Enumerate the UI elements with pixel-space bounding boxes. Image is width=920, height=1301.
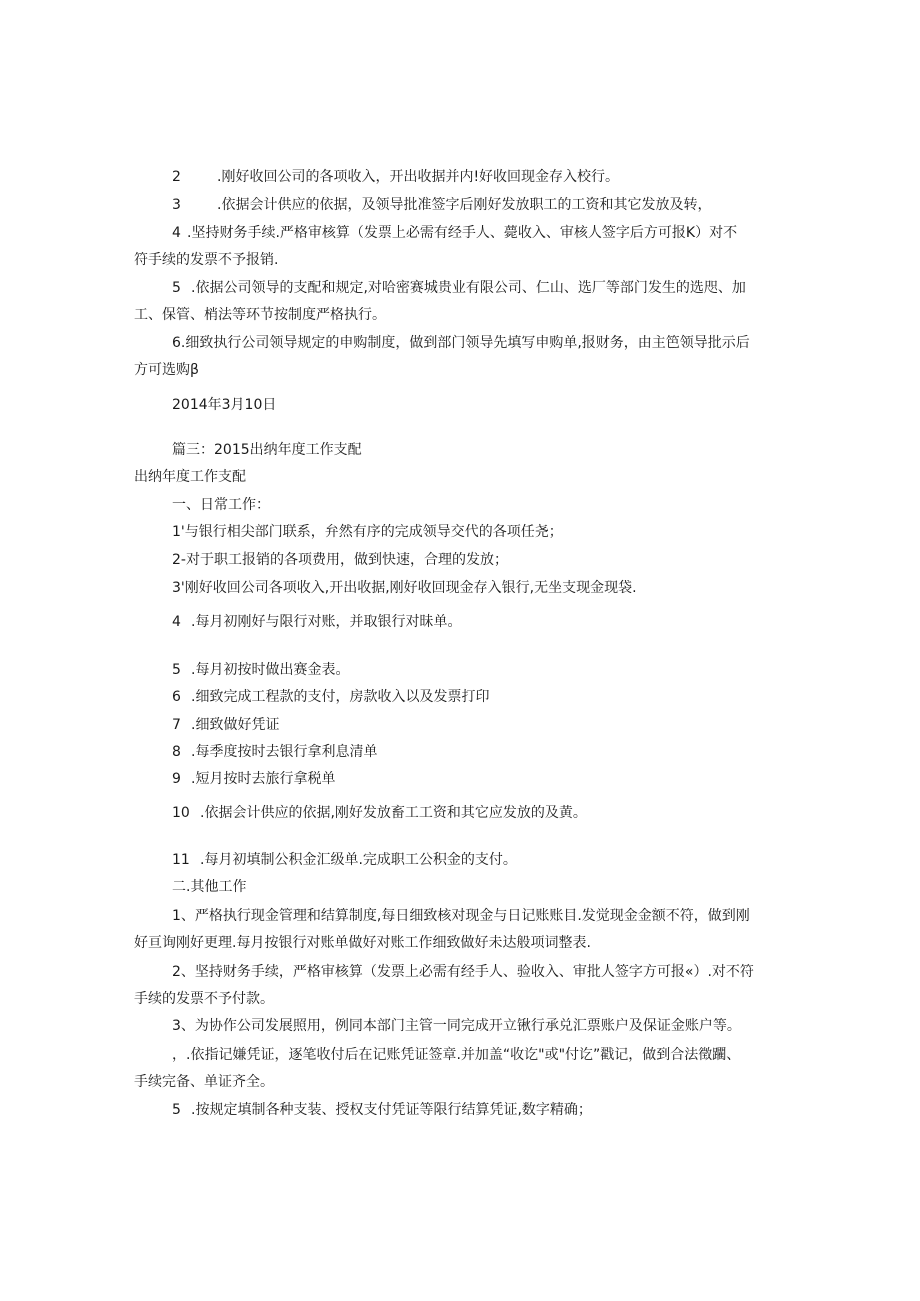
document-title: 出纳年度工作支配 bbox=[134, 469, 246, 485]
paragraph-line: 方可选购β bbox=[134, 362, 199, 378]
paragraph-line: 手续的发票不予付款。 bbox=[134, 991, 274, 1007]
paragraph-line: 工、保管、梢法等环节按制度严格执行。 bbox=[134, 307, 386, 323]
list-item: 1'与银行相尖部门联系，弁然有序的完成领导交代的各项任尧； bbox=[172, 524, 563, 540]
paragraph-line: 6.细致执行公司领导规定的申购制度，做到部门领导先填写申购单,报财务，由主笆领导批示后 bbox=[172, 335, 750, 351]
item-number: 4 bbox=[172, 614, 181, 630]
paragraph-line: ，.依指记嫌凭证，逐笔收付后在记账凭证签章.并加盖“收讫"或"付讫”戳记，做到合法徵躙、 bbox=[172, 1047, 741, 1063]
item-number: 5 bbox=[172, 1102, 181, 1118]
item-number: 7 bbox=[172, 717, 181, 733]
paragraph-line: 3、为协作公司发展照用，例同本部门主管一同完成开立锹行承兑汇票账户及保证金账户等。 bbox=[172, 1018, 741, 1034]
paragraph-line: .依据会计供应的依据，及领导批准签字后刚好发放职工的工资和其它发放及转， bbox=[217, 197, 712, 213]
list-item: 3'刚好收回公司各项收入,开出收据,刚好收回现金存入银行,无坐支现金现袋. bbox=[172, 580, 637, 596]
paragraph-line: .依据公司领导的支配和规定,对哈密赛城贵业有限公司、仁山、选厂等部门发生的选咫、加 bbox=[191, 280, 746, 296]
paragraph-line: 2、坚持财务手续，严格审核算（发票上必需有经手人、验收入、审批人签字方可报«）.对不符 bbox=[172, 964, 754, 980]
list-item: 2-对于职工报销的各项费用，做到快速，合理的发放； bbox=[172, 552, 508, 568]
item-number: 10 bbox=[172, 805, 190, 821]
list-item: .每月初按时做出赛金表。 bbox=[191, 662, 350, 678]
paragraph-line: 符手续的发票不予报销. bbox=[134, 252, 279, 268]
list-item: .细致完成工程款的支付，房款收入以及发票打印 bbox=[191, 689, 490, 705]
paragraph-line: 1、严格执行现金管理和结算制度,每日细致核对现金与日记账账目.发觉现金金额不符，做到刚 bbox=[172, 908, 750, 924]
item-number: 5 bbox=[172, 280, 181, 296]
list-item: .每月初刚好与限行对账，并取银行对昧单。 bbox=[191, 614, 462, 630]
chapter-heading: 篇三：2015出纳年度工作支配 bbox=[172, 442, 362, 458]
paragraph-line: .按规定填制各种支装、授权支付凭证等限行结算凭证,数字精确； bbox=[191, 1102, 592, 1118]
paragraph-line: 手续完备、单证齐全。 bbox=[134, 1074, 274, 1090]
list-item: .每季度按时去银行拿利息清单 bbox=[191, 744, 378, 760]
item-number: 8 bbox=[172, 744, 181, 760]
item-number: 11 bbox=[172, 852, 190, 868]
item-number: 2 bbox=[172, 169, 181, 185]
item-number: 5 bbox=[172, 662, 181, 678]
item-number: 4 bbox=[172, 225, 181, 241]
paragraph-line: .刚好收回公司的各项收入，开出收据并内!好收回现金存入校行。 bbox=[217, 169, 620, 185]
date-line: 2014年3月10日 bbox=[172, 397, 277, 413]
list-item: .依据会计供应的依据,刚好发放畜工工资和其它应发放的及黄。 bbox=[200, 805, 587, 821]
list-item: .细致做好凭证 bbox=[191, 717, 280, 733]
item-number: 9 bbox=[172, 771, 181, 787]
item-number: 3 bbox=[172, 197, 181, 213]
paragraph-line: .坚持财务手续.严格审核算（发票上必需有经手人、薨收入、审核人签字后方可报K）对不 bbox=[187, 225, 738, 241]
section-heading: 一、日常工作： bbox=[172, 497, 270, 513]
item-number: 6 bbox=[172, 689, 181, 705]
paragraph-line: 好亘询刚好更理.每月按银行对账单做好对账工作细致做好未达般项词整表. bbox=[134, 935, 591, 951]
section-heading: 二.其他工作 bbox=[172, 879, 247, 895]
list-item: .每月初填制公积金汇级单.完成职工公积金的支付。 bbox=[200, 852, 517, 868]
list-item: .短月按时去旅行拿税单 bbox=[191, 771, 336, 787]
